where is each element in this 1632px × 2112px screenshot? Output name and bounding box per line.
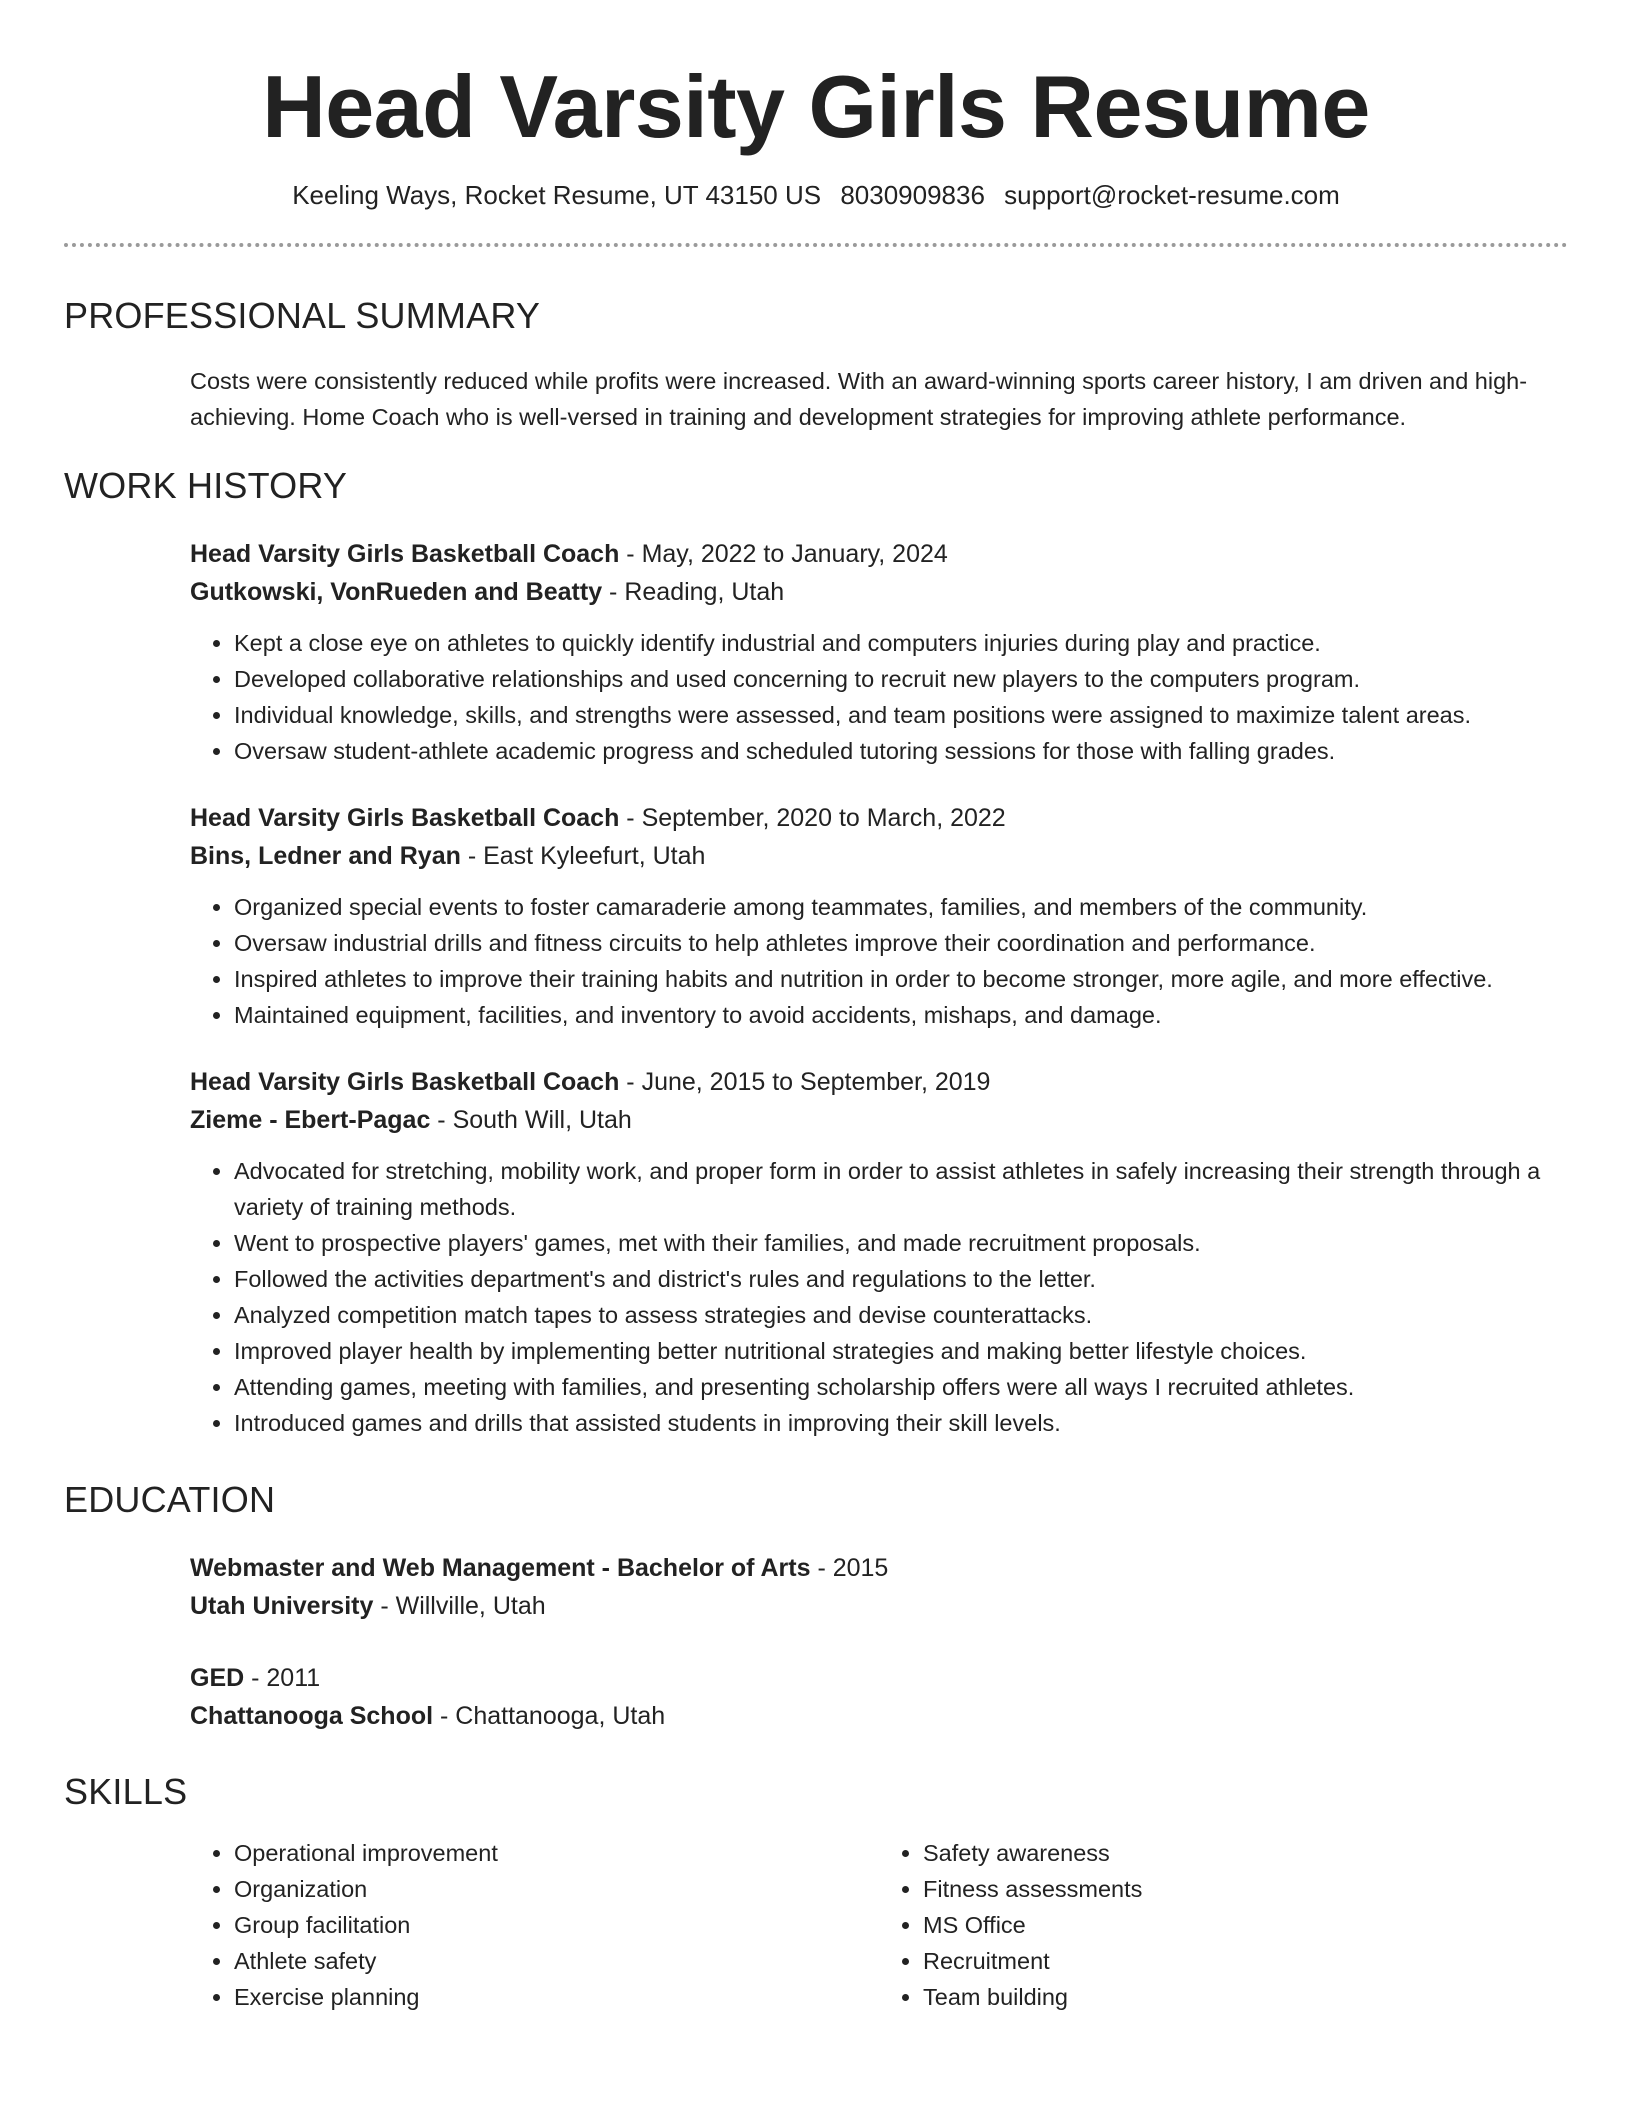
job-role-line — [190, 799, 1568, 837]
job-company-line — [190, 573, 1568, 611]
job-bullet: • Maintained equipment, facilities, and inventory to avoid accidents, mishaps, and damage. — [234, 997, 1568, 1033]
job-bullet: • Oversaw student-athlete academic progress and scheduled tutoring sessions for those with falling grades. — [234, 733, 1568, 769]
skill-item: • Team building — [923, 1979, 1568, 2015]
job-company-line — [190, 837, 1568, 875]
work-list — [190, 535, 1568, 1441]
skills-column-right — [879, 1835, 1568, 2015]
job-role-line — [190, 535, 1568, 573]
job-bullet: • Introduced games and drills that assisted students in improving their skill levels. — [234, 1405, 1568, 1441]
work-heading: WORK HISTORY — [64, 464, 348, 506]
education-year: - 2011 — [244, 1663, 321, 1692]
job-bullet: • Went to prospective players' games, met with their families, and made recruitment proposals. — [234, 1225, 1568, 1261]
job-bullets — [190, 625, 1568, 769]
job-location: - South Will, Utah — [430, 1105, 632, 1134]
contact-phone: 8030909836 — [840, 179, 985, 210]
job-bullet: • Advocated for stretching, mobility work, and proper form in order to assist athletes in safely increasing their strength through a variety of training methods. — [234, 1153, 1568, 1225]
resume-title: Head Varsity Girls Resume — [262, 57, 1370, 156]
job-role: Head Varsity Girls Basketball Coach — [190, 803, 620, 832]
education-school-line — [190, 1697, 1568, 1735]
job-bullet: • Inspired athletes to improve their training habits and nutrition in order to become stronger, more agile, and more effective. — [234, 961, 1568, 997]
skills-grid — [190, 1835, 1568, 2015]
job-bullet: • Kept a close eye on athletes to quickly identify industrial and computers injuries during play and practice. — [234, 625, 1568, 661]
work-section — [64, 465, 1568, 1441]
job-dates: - June, 2015 to September, 2019 — [619, 1067, 991, 1096]
resume-header — [0, 0, 1632, 211]
education-school: Chattanooga School — [190, 1701, 434, 1730]
job-entry — [190, 799, 1568, 1033]
contact-email: support@rocket-resume.com — [1004, 179, 1340, 210]
skill-item: • Group facilitation — [234, 1907, 879, 1943]
job-dates: - May, 2022 to January, 2024 — [619, 539, 948, 568]
job-company-line — [190, 1101, 1568, 1139]
education-section — [64, 1479, 1568, 1735]
skill-item: • MS Office — [923, 1907, 1568, 1943]
job-entry — [190, 1063, 1568, 1441]
job-bullet: • Attending games, meeting with families, and presenting scholarship offers were all ways I recruited athletes. — [234, 1369, 1568, 1405]
job-bullet: • Analyzed competition match tapes to assess strategies and devise counterattacks. — [234, 1297, 1568, 1333]
skills-column-left — [190, 1835, 879, 2015]
summary-text: Costs were consistently reduced while profits were increased. With an award-winning sports career history, I am driven and high-achieving. Home Coach who is well-versed in training and development strategies for improving athlete performance. — [190, 367, 1528, 430]
skill-item: • Organization — [234, 1871, 879, 1907]
summary-heading: PROFESSIONAL SUMMARY — [64, 294, 541, 336]
education-list — [190, 1549, 1568, 1735]
education-year: - 2015 — [810, 1553, 889, 1582]
contact-line — [0, 180, 1632, 211]
skill-item: • Recruitment — [923, 1943, 1568, 1979]
job-role: Head Varsity Girls Basketball Coach — [190, 1067, 620, 1096]
job-bullets — [190, 889, 1568, 1033]
job-location: - East Kyleefurt, Utah — [460, 841, 706, 870]
job-dates: - September, 2020 to March, 2022 — [619, 803, 1006, 832]
education-degree: Webmaster and Web Management - Bachelor of Arts — [190, 1553, 811, 1582]
contact-address: Keeling Ways, Rocket Resume, UT 43150 US — [292, 179, 822, 210]
education-degree-line — [190, 1659, 1568, 1697]
job-bullet: • Individual knowledge, skills, and strengths were assessed, and team positions were assigned to maximize talent areas. — [234, 697, 1568, 733]
job-role-line — [190, 1063, 1568, 1101]
skill-item: • Operational improvement — [234, 1835, 879, 1871]
job-bullet: • Oversaw industrial drills and fitness circuits to help athletes improve their coordination and performance. — [234, 925, 1568, 961]
job-bullet: • Developed collaborative relationships and used concerning to recruit new players to the computers program. — [234, 661, 1568, 697]
education-location: - Chattanooga, Utah — [433, 1701, 666, 1730]
skill-item: • Fitness assessments — [923, 1871, 1568, 1907]
skill-item: • Exercise planning — [234, 1979, 879, 2015]
education-heading: EDUCATION — [64, 1478, 276, 1520]
skill-item: • Athlete safety — [234, 1943, 879, 1979]
skills-heading: SKILLS — [64, 1770, 188, 1812]
job-company: Bins, Ledner and Ryan — [190, 841, 461, 870]
job-location: - Reading, Utah — [602, 577, 785, 606]
job-bullet: • Improved player health by implementing better nutritional strategies and making better lifestyle choices. — [234, 1333, 1568, 1369]
summary-section — [64, 295, 1568, 435]
job-role: Head Varsity Girls Basketball Coach — [190, 539, 620, 568]
header-divider — [64, 243, 1568, 247]
job-bullets — [190, 1153, 1568, 1441]
job-company: Gutkowski, VonRueden and Beatty — [190, 577, 603, 606]
job-company: Zieme - Ebert-Pagac — [190, 1105, 431, 1134]
skills-section — [64, 1771, 1568, 2015]
education-entry — [190, 1659, 1568, 1735]
education-degree-line — [190, 1549, 1568, 1587]
education-location: - Willville, Utah — [373, 1591, 546, 1620]
education-entry — [190, 1549, 1568, 1625]
education-school-line — [190, 1587, 1568, 1625]
job-bullet: • Followed the activities department's and district's rules and regulations to the letter. — [234, 1261, 1568, 1297]
education-degree: GED — [190, 1663, 245, 1692]
skill-item: • Safety awareness — [923, 1835, 1568, 1871]
education-school: Utah University — [190, 1591, 374, 1620]
job-bullet: • Organized special events to foster camaraderie among teammates, families, and members of the community. — [234, 889, 1568, 925]
job-entry — [190, 535, 1568, 769]
